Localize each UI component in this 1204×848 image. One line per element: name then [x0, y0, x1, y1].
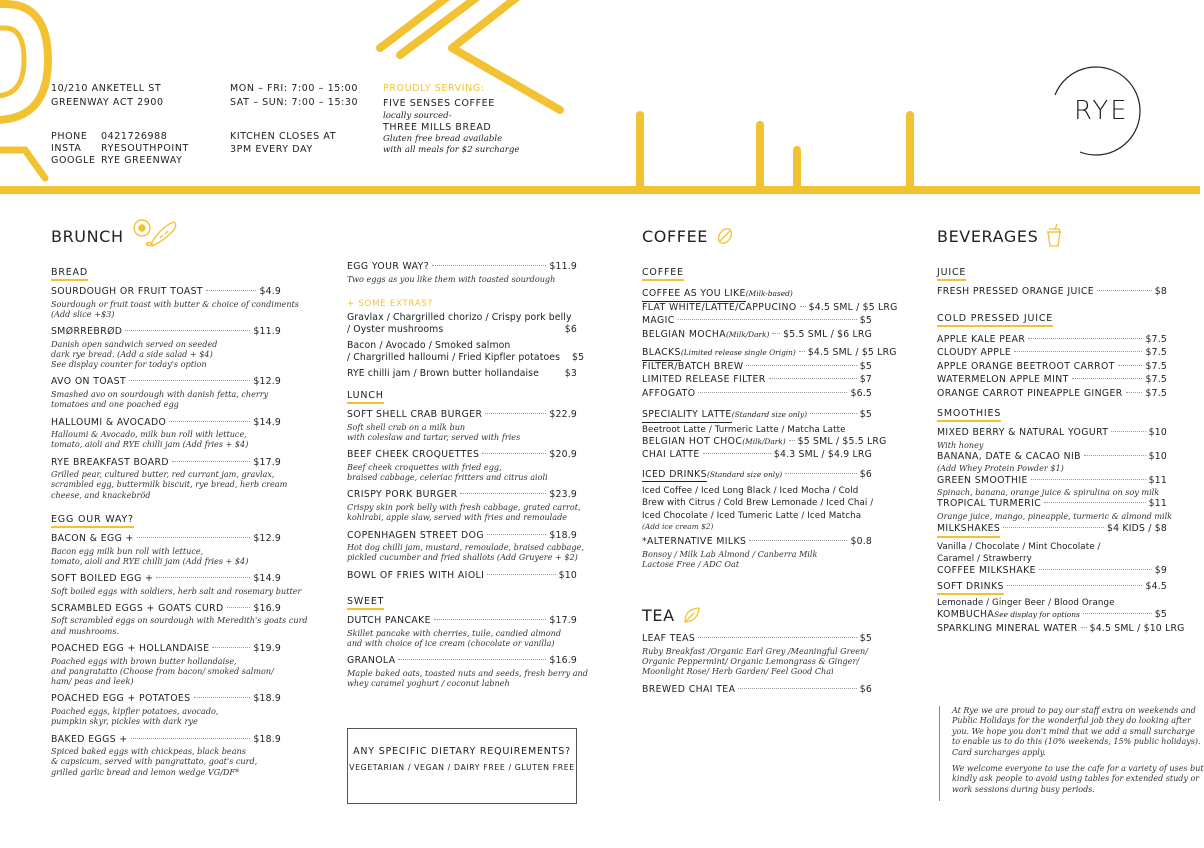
- price: $22.9: [549, 409, 577, 421]
- beverages-title: BEVERAGES: [937, 224, 1167, 248]
- coffee-supplier: FIVE SENSES COFFEE: [383, 97, 495, 109]
- price: $11: [1148, 474, 1167, 486]
- item-description: Halloumi & Avocado, milk bun roll with lettuce,: [51, 429, 247, 440]
- item-description: and mushrooms.: [51, 625, 120, 636]
- gluten-note-2: with all meals for $2 surcharge: [383, 144, 520, 155]
- item-description: Bacon egg milk bun roll with lettuce,: [51, 545, 204, 556]
- speciality-list: Beetroot Latte / Turmeric Latte / Matcha Latte: [642, 424, 846, 435]
- item-description: Beef cheek croquettes with fried egg,: [347, 461, 502, 472]
- menu-item-soft-shell-crab-burger[interactable]: SOFT SHELL CRAB BURGER $22.9 Soft shell crab on a milk bun with coleslaw and tartar, served with fries: [347, 409, 577, 443]
- menu-item-kombucha[interactable]: KOMBUCHA See display for options $5: [937, 609, 1167, 621]
- item-description: Smashed avo on sourdough with danish fetta, cherry: [51, 388, 269, 399]
- item-description: Crispy skin pork belly with fresh cabbage, grated carrot,: [347, 501, 581, 512]
- kitchen-hours: KITCHEN CLOSES AT 3PM EVERY DAY: [230, 131, 337, 155]
- item-description: Skillet pancake with cherries, tuile, candied almond: [347, 627, 561, 638]
- item-description: Sourdough or fruit toast with butter & choice of condiments: [51, 298, 299, 309]
- price: $16.9: [549, 655, 577, 667]
- item-description: Poached eggs with brown butter hollandaise,: [51, 655, 237, 666]
- item-description: tomato, aioli and RYE chilli jam (Add fries + $4): [51, 439, 249, 450]
- item-description: & capsicum, served with pangrattato, goat's curd,: [51, 756, 258, 767]
- price: $14.9: [253, 573, 281, 585]
- menu-item-mixed-berry-natural-yogurt[interactable]: MIXED BERRY & NATURAL YOGURT $10 With honey: [937, 427, 1167, 450]
- item-description: pumpkin skyr, pickles with dark rye: [51, 716, 198, 727]
- item-description: whey caramel yoghurt / coconut labneh: [347, 678, 510, 689]
- item-description: braised cabbage, celeriac fritters and citrus aioli: [347, 472, 548, 483]
- item-description: dark rye bread. (Add a side salad + $4): [51, 348, 213, 359]
- contacts: PHONE 0421726988 INSTA RYESOUTHPOINT GOOGLE RYE GREENWAY: [51, 131, 189, 166]
- soft-drinks-row[interactable]: SOFT DRINKS $4.5: [937, 581, 1167, 596]
- price: $5: [1154, 609, 1167, 621]
- dietary-options: VEGETARIAN / VEGAN / DAIRY FREE / GLUTEN FREE: [349, 763, 575, 772]
- menu-item-fresh-pressed-orange-juice[interactable]: FRESH PRESSED ORANGE JUICE $8: [937, 286, 1167, 297]
- insta-link[interactable]: RYESOUTHPOINT: [101, 143, 189, 154]
- menu-item-granola[interactable]: GRANOLA $16.9 Maple baked oats, toasted nuts and seeds, fresh berry and whey caramel yoghurt / coconut labneh: [347, 655, 588, 689]
- menu-item-brewed-chai-tea[interactable]: BREWED CHAI TEA $6: [642, 683, 872, 695]
- menu-item-affogato[interactable]: AFFOGATO $6.5: [642, 387, 872, 399]
- item-description: kohlrabi, apple slaw, served with fries and remoulade: [347, 512, 568, 523]
- price: $23.9: [549, 489, 577, 501]
- iced-drinks-row[interactable]: ICED DRINKS (Standard size only) $6: [642, 469, 872, 483]
- alternative-milks-item[interactable]: *ALTERNATIVE MILKS $0.8 Bonsoy / Milk Lab Almond / Canberra Milk Lactose Free / ADC Oat: [642, 536, 872, 569]
- price: $14.9: [253, 416, 281, 428]
- price: $7.5: [1145, 333, 1167, 345]
- suppliers: [383, 83, 520, 155]
- menu-item-green-smoothie[interactable]: GREEN SMOOTHIE $11 Spinach, banana, orange juice & spirulina on soy milk: [937, 474, 1167, 498]
- cold-pressed-category: COLD PRESSED JUICE: [937, 313, 1053, 327]
- milkshakes-row[interactable]: MILKSHAKES $4 KIDS / $8: [937, 523, 1167, 538]
- coffee-bean-icon: [716, 227, 734, 245]
- menu-item-limited-release-filter[interactable]: LIMITED RELEASE FILTER $7: [642, 374, 872, 385]
- beverages-column: BEVERAGES JUICE FRESH PRESSED ORANGE JUICE $8 COLD PRESSED JUICE APPLE KALE PEAR $7.5 CLOUDY APPLE $7.5 APPLE ORANGE BEETROOT CARROT $7.5 WATERMELON APPLE MINT $7.5 ORANGE CARROT PINEAPPLE GINGER $7.5 SMOOTHIES MIXED BERRY & NATURAL YOGURT $10 With honey BANANA, DATE & CACAO NIB $10 (Add Whey Protein Powder $1) GREEN SMOOTHIE $11 Spinach, banana, orange juice & spirulina on soy milk TROPICAL TURMERIC $11 Orange juice, mango, pineapple, turmeric & almond milk MILKSHAKES $4 KIDS / $8 Vanilla / Chocolate / Mint Chocolate / Caramel / Strawberry COFFEE MILKSHAKE $9 SOFT DRINKS $4.5 Lemonade / Ginger Beer / Blood Orange KOMBUCHA See display for options $5 SPARKLING MINERAL WATER $4.5 SML / $10 LRG: [937, 224, 1167, 636]
- price: $4.5 SML / $5 LRG: [808, 301, 898, 313]
- middle-column: [347, 261, 588, 695]
- menu-item-belgian-mocha[interactable]: BELGIAN MOCHA (Milk/Dark) $5.5 SML / $6 LRG: [642, 328, 872, 340]
- menu-item-copenhagen-street-dog[interactable]: COPENHAGEN STREET DOG $18.9 Hot dog chilli jam, mustard, remoulade, braised cabbage, pickled cucumber and fried shallots (Add Gruyere + $2): [347, 529, 584, 563]
- menu-item-rye-breakfast-board[interactable]: RYE BREAKFAST BOARD $17.9 Grilled pear, cultured butter, red currant jam, gravlax, scrambled egg, buttermilk biscuit, rye bread, herb cream cheese, and knackebröd: [51, 456, 288, 500]
- juice-category: JUICE: [937, 267, 966, 281]
- logo-text: RYE: [1074, 96, 1129, 126]
- menu-item-bacon-egg[interactable]: BACON & EGG + $12.9 Bacon egg milk bun roll with lettuce, tomato, aioli and RYE chilli jam (Add fries + $4): [51, 533, 281, 566]
- bread-supplier: THREE MILLS BREAD: [383, 121, 492, 133]
- item-description: (Add slice +$3): [51, 308, 115, 319]
- locally-sourced: locally sourced-: [383, 111, 452, 121]
- menu-item-watermelon-apple-mint[interactable]: WATERMELON APPLE MINT $7.5: [937, 374, 1167, 385]
- menu-item-halloumi-avocado[interactable]: HALLOUMI & AVOCADO $14.9 Halloumi & Avocado, milk bun roll with lettuce, tomato, aioli and RYE chilli jam (Add fries + $4): [51, 416, 281, 450]
- menu-item-banana-date-cacao-nib[interactable]: BANANA, DATE & CACAO NIB $10 (Add Whey Protein Powder $1): [937, 450, 1167, 474]
- menu-item-tropical-turmeric[interactable]: TROPICAL TURMERIC $11 Orange juice, mango, pineapple, turmeric & almond milk: [937, 498, 1173, 521]
- menu-item-belgian-hot-choc[interactable]: BELGIAN HOT CHOC (Milk/Dark) $5 SML / $5.5 LRG: [642, 435, 887, 447]
- menu-item-leaf-teas[interactable]: LEAF TEAS $5 Ruby Breakfast /Organic Earl Grey /Meaningful Green/ Organic Peppermint/ Organic Lemongrass & Ginger/ Moonlight Rose/ Herb Garden/ Feel Good Chai: [642, 633, 872, 677]
- menu-item-orange-carrot-pineapple-ginger[interactable]: ORANGE CARROT PINEAPPLE GINGER $7.5: [937, 387, 1167, 399]
- item-description: tomato, aioli and RYE chilli jam (Add fries + $4): [51, 555, 249, 566]
- price: $17.9: [253, 456, 281, 468]
- item-description: and pangratatto (Choose from bacon/ smoked salmon/: [51, 665, 274, 676]
- menu-item-soft-boiled-egg[interactable]: SOFT BOILED EGG + $14.9 Soft boiled eggs with soldiers, herb salt and rosemary butter: [51, 573, 302, 596]
- menu-item-poached-egg-potatoes[interactable]: POACHED EGG + POTATOES $18.9 Poached eggs, kipfler potatoes, avocado, pumpkin skyr, pickles with dark rye: [51, 693, 281, 727]
- opening-hours: MON – FRI: 7:00 – 15:00 SAT – SUN: 7:00 – 15:30: [230, 83, 359, 108]
- price: $18.9: [253, 733, 281, 745]
- menu-item-flat-white-latte-cappucino[interactable]: FLAT WHITE/LATTE/CAPPUCINO $4.5 SML / $5 LRG: [642, 301, 898, 313]
- gluten-note-1: Gluten free bread available: [383, 134, 503, 144]
- price: $5: [859, 633, 872, 645]
- dietary-box: [347, 728, 577, 804]
- price: $7: [859, 374, 872, 385]
- coffee-column: COFFEE COFFEE COFFEE AS YOU LIKE (Milk-based) FLAT WHITE/LATTE/CAPPUCINO $4.5 SML / $5 LRG MAGIC $5 BELGIAN MOCHA (Milk/Dark) $5.5 SML / $6 LRG BLACKS (Limited release single Origin) $4.5 SML / $5 LRG FILTER/BATCH BREW $5 LIMITED RELEASE FILTER $7 AFFOGATO $6.5 SPECIALITY LATTE (Standard size only) $5 Beetroot Latte / Turmeric Latte / Matcha Latte BELGIAN HOT CHOC (Milk/Dark) $5 SML / $5.5 LRG CHAI LATTE $4.3 SML / $4.9 LRG ICED DRINKS (Standard size only) $6 Iced Coffee / Iced Long Black / Iced Mocha / Cold Brew with Citrus / Cold Brew Lemonade / Iced Chai / Iced Chocolate / Iced Tumeric Latte / Iced Matcha (Add ice cream $2) *ALTERNATIVE MILKS $0.8 Bonsoy / Milk Lab Almond / Canberra Milk Lactose Free / ADC Oat TEA LEAF TEAS $5 Ruby Breakfast /Organic Earl Grey /Meaningful Green/ Organic Peppermint/ Organic Lemongrass & Ginger/ Moonlight Rose/ Herb Garden/ Feel Good Chai BREWED CHAI TEA $6: [642, 224, 872, 703]
- price: $7.5: [1145, 347, 1167, 358]
- menu-item-cloudy-apple[interactable]: CLOUDY APPLE $7.5: [937, 347, 1167, 358]
- item-description: pickled cucumber and fried shallots (Add Gruyere + $2): [347, 552, 578, 563]
- item-description: Spiced baked eggs with chickpeas, black beans: [51, 746, 246, 757]
- menu-item-chai-latte[interactable]: CHAI LATTE $4.3 SML / $4.9 LRG: [642, 449, 872, 461]
- item-description: tomatoes and one poached egg: [51, 399, 179, 410]
- brunch-column: [51, 224, 308, 784]
- price: $17.9: [549, 615, 577, 627]
- menu-item-crispy-pork-burger[interactable]: CRISPY PORK BURGER $23.9 Crispy skin pork belly with fresh cabbage, grated carrot, kohlrabi, apple slaw, served with fries and remoulade: [347, 489, 581, 523]
- price: $5.5 SML / $6 LRG: [783, 328, 872, 340]
- price: $4.3 SML / $4.9 LRG: [773, 449, 872, 461]
- menu-item-sparkling-mineral-water[interactable]: SPARKLING MINERAL WATER $4.5 SML / $10 LRG: [937, 622, 1185, 634]
- price: $12.9: [253, 376, 281, 388]
- price: $5 SML / $5.5 LRG: [797, 435, 887, 447]
- price: $9: [1154, 565, 1167, 577]
- price: $16.9: [253, 602, 281, 614]
- item-description: grilled garlic bread and lemon wedge VG/DF*: [51, 766, 240, 777]
- egg-bread-icon: [132, 218, 178, 248]
- menu-item-avo-on-toast[interactable]: AVO ON TOAST $12.9 Smashed avo on sourdough with danish fetta, cherry tomatoes and one poached egg: [51, 376, 281, 410]
- price: $18.9: [549, 529, 577, 541]
- price: $11.9: [253, 326, 281, 338]
- price: $6.5: [850, 387, 872, 399]
- coffee-as-you-like: COFFEE AS YOU LIKE (Milk-based): [642, 288, 872, 302]
- price: $10: [1148, 450, 1167, 462]
- item-description: Moonlight Rose/ Herb Garden/ Feel Good Chai: [642, 666, 834, 677]
- item-description: Danish open sandwich served on seeded: [51, 338, 218, 349]
- header-decoration: [0, 0, 1200, 200]
- menu-item-magic[interactable]: MAGIC $5: [642, 315, 872, 326]
- extra-option[interactable]: RYE chilli jam / Brown butter hollandaise $3: [347, 367, 577, 379]
- price: $4.5 SML / $10 LRG: [1089, 622, 1185, 634]
- item-description: ham/ peas and leek): [51, 676, 134, 687]
- menu-item-scrambled-eggs-goats-curd[interactable]: SCRAMBLED EGGS + GOATS CURD $16.9 Soft scrambled eggs on sourdough with Meredith's goats curd and mushrooms.: [51, 602, 308, 636]
- serving-heading: PROUDLY SERVING:: [383, 83, 485, 94]
- blacks-row[interactable]: BLACKS (Limited release single Origin) $4.5 SML / $5 LRG: [642, 347, 872, 361]
- item-description: Maple baked oats, toasted nuts and seeds, fresh berry and: [347, 667, 588, 678]
- egg-your-way-item[interactable]: EGG YOUR WAY? $11.9 Two eggs as you like them with toasted sourdough: [347, 261, 577, 284]
- item-description: With honey: [937, 439, 984, 450]
- menu-item-poached-egg-hollandaise[interactable]: POACHED EGG + HOLLANDAISE $19.9 Poached eggs with brown butter hollandaise, and pangratatto (Choose from bacon/ smoked salmon/ ham/ peas and leek): [51, 643, 281, 687]
- item-description: scrambled egg, buttermilk biscuit, rye bread, herb cream: [51, 479, 288, 490]
- price: $5: [859, 360, 872, 372]
- item-description: Ruby Breakfast /Organic Earl Grey /Meaningful Green/: [642, 645, 868, 656]
- menu-item-dutch-pancake[interactable]: DUTCH PANCAKE $17.9 Skillet pancake with cherries, tuile, candied almond and with choice of ice cream (chocolate or vanilla): [347, 615, 577, 648]
- price: $18.9: [253, 693, 281, 705]
- smoothies-category: SMOOTHIES: [937, 408, 1001, 422]
- menu-item-apple-kale-pear[interactable]: APPLE KALE PEAR $7.5: [937, 333, 1167, 345]
- phone-link[interactable]: 0421726988: [101, 131, 168, 142]
- brunch-title: BRUNCH: [51, 224, 281, 248]
- tea-title: TEA: [642, 603, 872, 627]
- item-description: Hot dog chilli jam, mustard, remoulade, braised cabbage,: [347, 542, 584, 553]
- item-description: and with choice of ice cream (chocolate or vanilla): [347, 637, 555, 648]
- egg-our-way-category: EGG OUR WAY?: [51, 514, 134, 528]
- cup-icon: [1046, 224, 1062, 248]
- price: $10: [558, 569, 577, 581]
- item-description: Spinach, banana, orange juice & spirulina on soy milk: [937, 487, 1160, 498]
- lunch-category: LUNCH: [347, 390, 384, 404]
- menu-item-sm-rrebr-d[interactable]: SMØRREBRØD $11.9 Danish open sandwich served on seeded dark rye bread. (Add a side salad + $4) See display counter for today's option: [51, 326, 281, 370]
- price: $7.5: [1145, 387, 1167, 399]
- menu-item-bowl-of-fries-with-aioli[interactable]: BOWL OF FRIES WITH AIOLI $10: [347, 569, 577, 581]
- speciality-latte-row[interactable]: SPECIALITY LATTE (Standard size only) $5: [642, 409, 872, 423]
- menu-item-baked-eggs[interactable]: BAKED EGGS + $18.9 Spiced baked eggs with chickpeas, black beans & capsicum, served with pangrattato, goat's curd, grilled garlic bread and lemon wedge VG/DF*: [51, 733, 281, 777]
- price: $10: [1148, 427, 1167, 438]
- price: $6: [859, 683, 872, 695]
- item-description: (Add Whey Protein Powder $1): [937, 463, 1064, 474]
- menu-item-sourdough-or-fruit-toast[interactable]: SOURDOUGH OR FRUIT TOAST $4.9 Sourdough or fruit toast with butter & choice of condiments (Add slice +$3): [51, 286, 299, 319]
- extra-option[interactable]: Bacon / Avocado / Smoked salmon / Chargrilled halloumi / Fried Kipfler potatoes $5: [347, 339, 585, 364]
- address: 10/210 ANKETELL ST GREENWAY ACT 2900: [51, 83, 164, 108]
- bread-category: BREAD: [51, 267, 88, 281]
- logo: [1050, 60, 1140, 160]
- price: $7.5: [1145, 360, 1167, 372]
- menu-item-coffee-milkshake[interactable]: COFFEE MILKSHAKE $9: [937, 565, 1167, 577]
- dietary-question: ANY SPECIFIC DIETARY REQUIREMENTS?: [353, 746, 571, 757]
- item-description: Orange juice, mango, pineapple, turmeric & almond milk: [937, 510, 1173, 521]
- menu-item-filter-batch-brew[interactable]: FILTER/BATCH BREW $5: [642, 360, 872, 372]
- item-description: Soft boiled eggs with soldiers, herb salt and rosemary butter: [51, 585, 302, 596]
- price: $7.5: [1145, 374, 1167, 385]
- item-description: Soft scrambled eggs on sourdough with Meredith's goats curd: [51, 615, 308, 626]
- sweet-category: SWEET: [347, 596, 384, 610]
- item-description: cheese, and knackebröd: [51, 489, 151, 500]
- item-description: Grilled pear, cultured butter, red currant jam, gravlax,: [51, 469, 275, 480]
- coffee-title: COFFEE: [642, 224, 872, 248]
- price: $11: [1148, 498, 1167, 510]
- price: $20.9: [549, 449, 577, 461]
- item-description: See display counter for today's option: [51, 359, 207, 370]
- price: $8: [1154, 286, 1167, 297]
- surcharge-note: At Rye we are proud to pay our staff extra on weekends and Public Holidays for the wonderful job they do looking after you. We hope you don't mind that we add a small surcharge to enable us to do this (10% weekends, 15% public holidays). Card surcharges apply. We welcome everyone to use the cafe for a variety of uses but kindly ask people to avoid using tables for extended study or work sessions during busy periods.: [939, 706, 1169, 801]
- leaf-icon: [683, 606, 701, 624]
- extras-heading: + SOME EXTRAS?: [347, 298, 434, 309]
- extra-option[interactable]: Gravlax / Chargrilled chorizo / Crispy pork belly / Oyster mushrooms $6: [347, 311, 577, 336]
- item-description: Poached eggs, kipfler potatoes, avocado,: [51, 705, 219, 716]
- item-description: Organic Peppermint/ Organic Lemongrass & Ginger/: [642, 656, 860, 666]
- coffee-category: COFFEE: [642, 267, 684, 281]
- item-description: with coleslaw and tartar, served with fries: [347, 432, 521, 443]
- item-description: Soft shell crab on a milk bun: [347, 421, 466, 432]
- price: $19.9: [253, 643, 281, 655]
- price: $4.9: [259, 286, 281, 297]
- menu-item-apple-orange-beetroot-carrot[interactable]: APPLE ORANGE BEETROOT CARROT $7.5: [937, 360, 1167, 372]
- menu-item-beef-cheek-croquettes[interactable]: BEEF CHEEK CROQUETTES $20.9 Beef cheek croquettes with fried egg, braised cabbage, celeriac fritters and citrus aioli: [347, 449, 577, 483]
- google-link[interactable]: RYE GREENWAY: [101, 155, 183, 166]
- price: $12.9: [253, 533, 281, 545]
- price: $5: [859, 315, 872, 326]
